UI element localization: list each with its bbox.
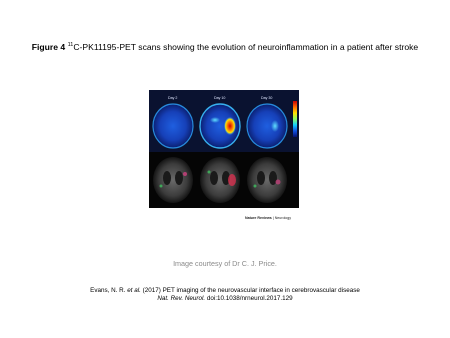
day2-mri-scan	[153, 157, 193, 203]
figure-label: Figure 4	[31, 41, 66, 52]
day-label: Day 30	[261, 96, 273, 100]
pet-scan-row	[149, 90, 299, 152]
citation-doi: doi:10.1038/nrneurol.2017.129	[205, 295, 293, 302]
pet-scan-figure	[149, 90, 310, 226]
day-label: Day 10	[214, 96, 226, 100]
mri-overlay-image	[149, 152, 299, 208]
journal-brand: Nature Reviews	[245, 216, 272, 220]
citation-etal: et al.	[127, 287, 141, 294]
isotope-superscript: 11	[67, 42, 74, 48]
citation-line-1	[0, 287, 450, 295]
day30-mri-scan	[247, 157, 287, 203]
figure-caption: C-PK11195-PET scans showing the evolution of neuroinflammation in a patient after stroke	[73, 41, 419, 52]
day-label: Day 2	[168, 96, 178, 100]
mri-overlay-row	[149, 152, 299, 208]
citation	[0, 287, 450, 303]
citation-authors: Evans, N. R.	[90, 287, 126, 294]
image-courtesy: Image courtesy of Dr C. J. Price.	[173, 259, 277, 268]
color-scale-bar	[293, 101, 297, 137]
citation-title: (2017) PET imaging of the neurovascular interface in cerebrovascular disease	[140, 287, 360, 294]
citation-line-2	[0, 295, 450, 303]
figure-title	[0, 40, 450, 53]
citation-journal: Nat. Rev. Neurol.	[157, 295, 206, 302]
journal-section: Neurology	[274, 216, 292, 220]
day10-mri-scan	[200, 157, 240, 203]
journal-credit: Nature Reviews | Neurology	[245, 216, 292, 220]
inflammation-hotspot	[224, 117, 236, 135]
